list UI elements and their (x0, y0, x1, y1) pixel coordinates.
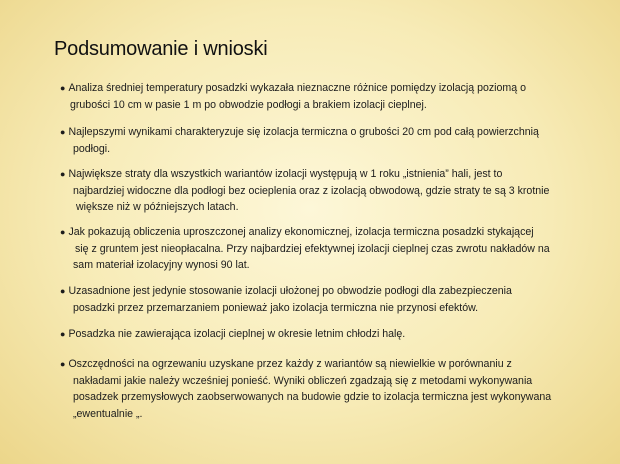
bullet-line: większe niż w późniejszych latach. (76, 201, 239, 213)
slide-title: Podsumowanie i wnioski (54, 38, 268, 60)
bullet-icon: ● (60, 286, 66, 296)
bullet-line: podłogi. (73, 142, 111, 155)
bullet-item (60, 224, 600, 274)
bullet-icon: ● (60, 329, 66, 339)
bullet-line: się z gruntem jest nieopłacalna. Przy najbardziej efektywnej izolacji cieplnej czas zwrotu nakładów na (75, 242, 550, 255)
bullet-line: „ewentualnie „. (73, 407, 143, 420)
bullet-item (60, 166, 600, 216)
bullet-line: najbardziej widoczne dla podłogi bez ocieplenia oraz z izolacją obwodową, gdzie straty te są 3 krotnie (73, 184, 550, 197)
bullet-line: grubości 10 cm w pasie 1 m po obwodzie podłogi a brakiem izolacji cieplnej. (70, 98, 427, 111)
bullet-line: sam materiał izolacyjny wynosi 90 lat. (73, 259, 250, 271)
bullet-item (60, 124, 600, 157)
bullet-line: ● Analiza średniej temperatury posadzki wykazała nieznaczne różnice pomiędzy izolacją poziomą o (60, 82, 526, 94)
bullet-item (60, 356, 600, 422)
bullet-item (60, 283, 600, 316)
bullet-icon: ● (60, 169, 66, 179)
bullet-icon: ● (60, 127, 66, 137)
bullet-item (60, 326, 600, 343)
bullet-line: ● Jak pokazują obliczenia uproszczonej analizy ekonomicznej, izolacja termiczna posadzki stykającej (60, 226, 534, 238)
bullet-line: ● Najlepszymi wynikami charakteryzuje się izolacja termiczna o grubości 20 cm pod całą powierzchnią (60, 126, 539, 138)
bullet-icon: ● (60, 227, 66, 237)
bullet-line: posadzek przemysłowych zaobserwowanych na budowie gdzie to izolacja termiczna jest wykonywana (73, 391, 552, 403)
bullet-line: ● Posadzka nie zawierająca izolacji cieplnej w okresie letnim chłodzi halę. (60, 328, 406, 340)
bullet-line: posadzki przez przemarzaniem ponieważ jako izolacja termiczna nie przynosi efektów. (73, 301, 479, 314)
bullet-line: ● Uzasadnione jest jedynie stosowanie izolacji ułożonej po obwodzie podłogi dla zabezpieczenia (60, 285, 512, 297)
bullet-item (60, 80, 600, 113)
bullet-icon: ● (60, 359, 66, 369)
bullet-icon: ● (60, 83, 66, 93)
bullet-line: ● Największe straty dla wszystkich wariantów izolacji występują w 1 roku „istnienia” hali, jest to (60, 168, 503, 180)
bullet-line: ● Oszczędności na ogrzewaniu uzyskane przez każdy z wariantów są niewielkie w porównaniu z (60, 358, 512, 370)
bullet-line: nakładami jakie należy wcześniej ponieść. Wyniki obliczeń zgadzają się z metodami wykonywania (73, 374, 533, 387)
